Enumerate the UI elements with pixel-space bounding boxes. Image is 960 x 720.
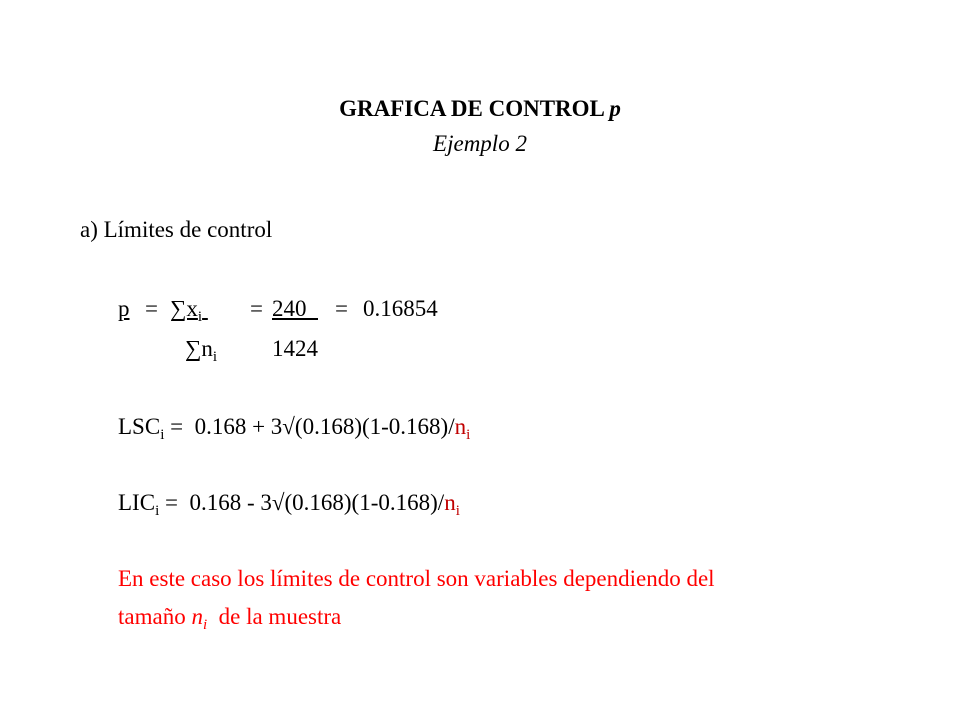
p-symbol: p <box>118 296 130 321</box>
formula-eq3: = <box>335 296 348 321</box>
sum-x-text: ∑x <box>170 296 198 321</box>
lsc-n-subscript: i <box>466 427 471 443</box>
title-variable: p <box>609 96 621 121</box>
lsc-formula <box>118 414 471 443</box>
note-line-1: En este caso los límites de control son variables dependiendo del <box>118 566 715 591</box>
lic-n-subscript: i <box>455 503 460 519</box>
section-heading: a) Límites de control <box>80 217 273 242</box>
formula-denominator: 1424 <box>272 336 318 361</box>
numerator-text: 240 <box>272 296 307 321</box>
formula-sum-x <box>170 296 208 325</box>
formula-sum-n <box>185 336 218 365</box>
lic-n <box>444 490 460 519</box>
title-main: GRAFICA DE CONTROL <box>339 96 604 121</box>
sum-x-subscript: i <box>197 309 203 325</box>
formula-p-symbol <box>118 296 130 322</box>
note-n-subscript: i <box>202 617 208 633</box>
slide-subtitle: Ejemplo 2 <box>433 131 527 156</box>
formula-result: 0.16854 <box>363 296 438 321</box>
formula-numerator <box>272 296 318 322</box>
slide-title <box>0 96 960 122</box>
lsc-subscript: i <box>160 427 165 443</box>
formula-eq1: = <box>145 296 158 321</box>
sum-n-text: ∑n <box>185 336 213 361</box>
formula-eq2: = <box>250 296 263 321</box>
lsc-n-text: n <box>454 414 467 439</box>
lic-expression: = 0.168 - 3√(0.168)(1-0.168)/ <box>159 490 445 515</box>
lic-formula <box>118 490 460 519</box>
note-n: n <box>191 604 203 629</box>
lsc-label: LSC <box>118 414 161 439</box>
note-line-2 <box>118 604 342 633</box>
note-line-2-pre: tamaño <box>118 604 192 629</box>
lsc-expression: = 0.168 + 3√(0.168)(1-0.168)/ <box>164 414 455 439</box>
sum-n-subscript: i <box>212 349 218 365</box>
note-line-2-post: de la muestra <box>207 604 342 629</box>
lic-n-text: n <box>444 490 456 515</box>
lic-subscript: i <box>155 503 160 519</box>
lic-label: LIC <box>118 490 156 515</box>
lsc-n <box>454 414 471 443</box>
